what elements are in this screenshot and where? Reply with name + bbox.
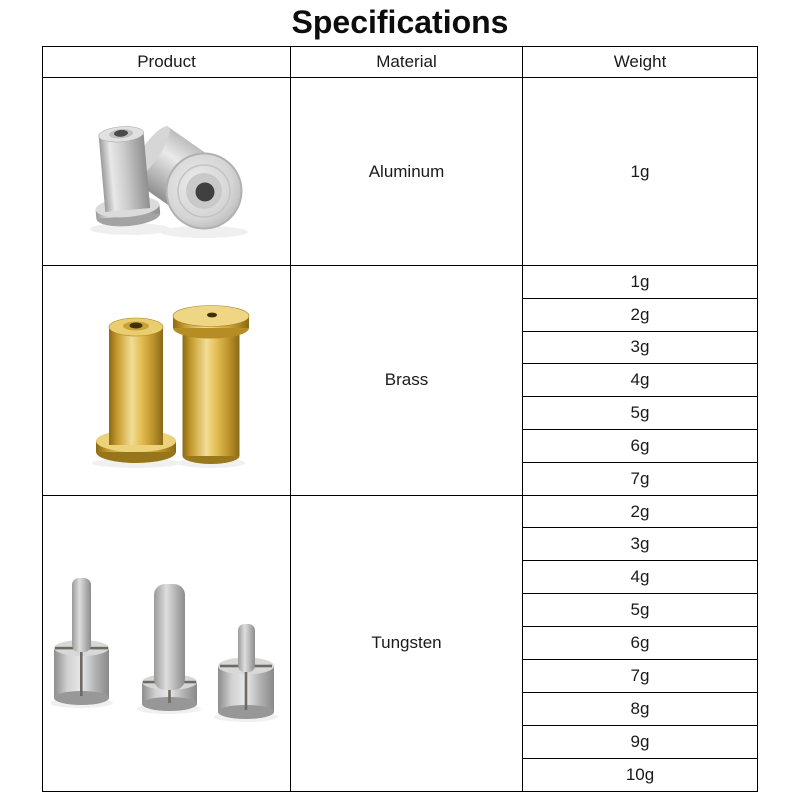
weight-cell: 4g bbox=[523, 364, 758, 397]
weight-cell: 3g bbox=[523, 528, 758, 561]
weight-cell: 5g bbox=[523, 397, 758, 430]
column-header-material: Material bbox=[291, 47, 523, 78]
weight-cell: 10g bbox=[523, 758, 758, 791]
specifications-table bbox=[42, 46, 758, 792]
brass-product-image bbox=[81, 289, 253, 471]
weight-cell: 9g bbox=[523, 725, 758, 758]
page-title: Specifications bbox=[291, 4, 509, 40]
column-header-weight: Weight bbox=[523, 47, 758, 78]
weight-cell: 1g bbox=[523, 266, 758, 299]
tungsten-product-image bbox=[51, 562, 283, 724]
section-row-brass bbox=[43, 266, 758, 299]
material-cell-brass: Brass bbox=[291, 266, 523, 496]
weight-cell: 3g bbox=[523, 331, 758, 364]
weight-cell: 7g bbox=[523, 462, 758, 495]
section-row-tungsten bbox=[43, 495, 758, 528]
weight-cell: 4g bbox=[523, 561, 758, 594]
weight-cell: 2g bbox=[523, 495, 758, 528]
material-cell-tungsten: Tungsten bbox=[291, 495, 523, 791]
product-cell-tungsten bbox=[43, 495, 291, 791]
weight-cell: 5g bbox=[523, 594, 758, 627]
weight-cell: 7g bbox=[523, 660, 758, 693]
material-cell-aluminum: Aluminum bbox=[291, 78, 523, 266]
header-row bbox=[43, 47, 758, 78]
section-row-aluminum bbox=[43, 78, 758, 266]
weight-cell-aluminum: 1g bbox=[523, 78, 758, 266]
weight-cell: 6g bbox=[523, 429, 758, 462]
product-cell-aluminum bbox=[43, 78, 291, 266]
weight-cell: 8g bbox=[523, 692, 758, 725]
weight-cell: 2g bbox=[523, 298, 758, 331]
weight-cell: 6g bbox=[523, 627, 758, 660]
aluminum-product-image bbox=[76, 103, 258, 241]
product-cell-brass bbox=[43, 266, 291, 496]
column-header-product: Product bbox=[43, 47, 291, 78]
